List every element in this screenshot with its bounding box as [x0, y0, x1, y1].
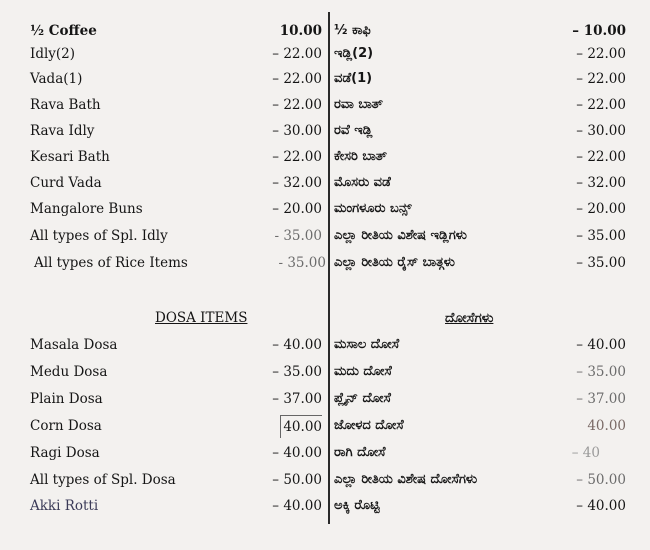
item-price: – 22.00 [272, 97, 322, 113]
item-name: ಇಡ್ಲಿ(2) [334, 46, 374, 61]
item-name: Masala Dosa [30, 337, 118, 353]
menu-item [30, 172, 326, 194]
item-name: Corn Dosa [30, 418, 102, 434]
item-price: – 40.00 [272, 337, 322, 353]
menu-item-kannada [334, 94, 630, 116]
item-price: – 40.00 [576, 498, 626, 514]
menu-item [30, 442, 326, 464]
menu-item-kannada [334, 388, 630, 410]
menu-item-kannada [334, 198, 630, 220]
item-name: Akki Rotti [30, 498, 99, 514]
item-name: ½ Coffee [30, 23, 97, 39]
item-name: ರಾಗಿ ದೋಸೆ [334, 445, 386, 460]
item-price: - 35.00 [274, 228, 322, 244]
item-name: ಎಲ್ಲಾ ರೀತಿಯ ವಿಶೇಷ ಇಡ್ಲಿಗಳು [334, 228, 467, 243]
menu-item [30, 198, 326, 220]
menu-item-kannada [334, 20, 630, 42]
item-name: ಕೇಸರಿ ಬಾತ್ [334, 149, 387, 164]
item-price: – 20.00 [272, 201, 322, 217]
item-price: – 35.00 [576, 255, 626, 271]
item-name: Rava Idly [30, 123, 95, 139]
item-price: – 30.00 [272, 123, 322, 139]
item-name: ವಡೆ(1) [334, 71, 373, 86]
item-name: Plain Dosa [30, 391, 103, 407]
menu-item-kannada [334, 252, 630, 274]
item-price: 40.00 [280, 415, 322, 438]
dosa-heading-kannada: ದೋಸೆಗಳು [445, 310, 494, 326]
menu-item-kannada [334, 68, 630, 90]
item-price: – 22.00 [272, 149, 322, 165]
menu-item-kannada [334, 43, 630, 65]
menu-item-kannada [334, 225, 630, 247]
menu-item-kannada [334, 120, 630, 142]
item-name: ½ ಕಾಫಿ [334, 23, 371, 38]
item-price: – 22.00 [272, 46, 322, 62]
item-price: – 35.00 [576, 364, 626, 380]
menu-item [30, 43, 326, 65]
item-name: All types of Spl. Dosa [30, 472, 176, 488]
item-name: All types of Spl. Idly [30, 228, 168, 244]
menu-item [30, 120, 326, 142]
menu-item-kannada [334, 361, 630, 383]
item-name: Kesari Bath [30, 149, 110, 165]
menu-item [30, 225, 326, 247]
item-name: Medu Dosa [30, 364, 108, 380]
menu-item-kannada [334, 442, 630, 464]
item-price: – 32.00 [576, 175, 626, 191]
item-name: ಎಲ್ಲಾ ರೀತಿಯ ವಿಶೇಷ ದೋಸೆಗಳು [334, 472, 478, 487]
menu-item-kannada [334, 415, 630, 437]
menu-item-kannada [334, 146, 630, 168]
item-name: ಮಂಗಳೂರು ಬನ್ಸ್ [334, 201, 412, 216]
item-price: – 40.00 [272, 445, 322, 461]
item-price: – 40.00 [576, 337, 626, 353]
item-price: – 22.00 [576, 97, 626, 113]
item-price: – 40.00 [272, 498, 322, 514]
item-price: - 35.00 [278, 255, 326, 271]
item-name: Ragi Dosa [30, 445, 100, 461]
item-name: ರವಾ ಬಾತ್ [334, 97, 383, 112]
item-name: ಪ್ಲೈನ್ ದೋಸೆ [334, 391, 391, 406]
item-price: – 22.00 [576, 149, 626, 165]
item-price: – 40 [571, 445, 600, 461]
menu-item [30, 361, 326, 383]
menu-item [30, 469, 326, 491]
item-price: – 10.00 [572, 23, 626, 39]
dosa-heading-english: DOSA ITEMS [155, 310, 248, 326]
item-price: – 50.00 [272, 472, 322, 488]
menu-item [30, 388, 326, 410]
item-price: – 37.00 [272, 391, 322, 407]
item-price: – 32.00 [272, 175, 322, 191]
item-name: ಜೋಳದ ದೋಸೆ [334, 418, 404, 433]
item-name: ರವೆ ಇಡ್ಲಿ [334, 123, 373, 138]
menu-item [30, 415, 326, 437]
item-name: ಮದು ದೋಸೆ [334, 364, 392, 379]
menu-item [34, 252, 330, 274]
item-price: – 22.00 [576, 46, 626, 62]
item-price: – 22.00 [576, 71, 626, 87]
item-price: 40.00 [587, 418, 626, 434]
menu-item [30, 495, 326, 517]
item-price: – 22.00 [272, 71, 322, 87]
menu-item-kannada [334, 469, 630, 491]
item-name: ಎಲ್ಲಾ ರೀತಿಯ ರೈಸ್ ಬಾತ್ಗಳು [334, 255, 455, 270]
menu-item [30, 68, 326, 90]
item-price: – 50.00 [576, 472, 626, 488]
item-name: Vada(1) [30, 71, 83, 87]
menu-item [30, 334, 326, 356]
item-name: ಮೊಸರು ವಡೆ [334, 175, 391, 190]
item-name: ಅಕ್ಕಿ ರೊಟ್ಟಿ [334, 498, 380, 513]
menu-item [30, 146, 326, 168]
item-price: 10.00 [279, 23, 322, 39]
menu-item [30, 94, 326, 116]
item-name: ಮಸಾಲ ದೋಸೆ [334, 337, 400, 352]
item-price: – 35.00 [576, 228, 626, 244]
item-price: – 30.00 [576, 123, 626, 139]
item-price: – 37.00 [576, 391, 626, 407]
item-name: Rava Bath [30, 97, 101, 113]
item-name: All types of Rice Items [34, 255, 188, 271]
item-name: Idly(2) [30, 46, 76, 62]
menu-item-kannada [334, 334, 630, 356]
item-price: – 20.00 [576, 201, 626, 217]
menu-item [30, 20, 326, 42]
item-name: Mangalore Buns [30, 201, 143, 217]
menu-item-kannada [334, 495, 630, 517]
item-price: – 35.00 [272, 364, 322, 380]
item-name: Curd Vada [30, 175, 102, 191]
menu-item-kannada [334, 172, 630, 194]
